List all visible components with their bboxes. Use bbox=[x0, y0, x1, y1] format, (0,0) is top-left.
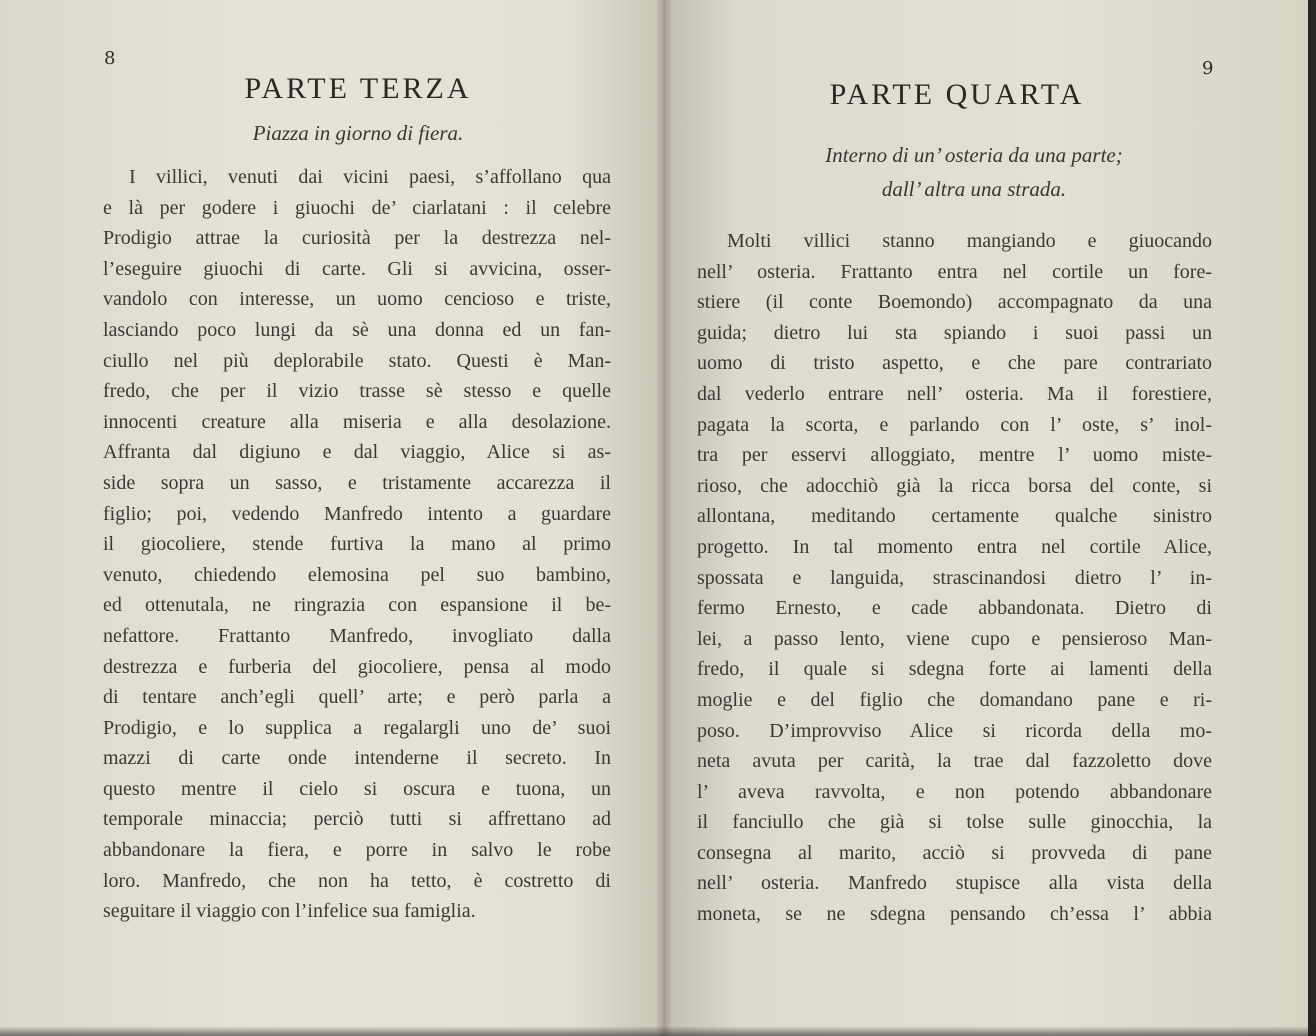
text-line: di tentare anch’egli quell’ arte; e però parla a bbox=[103, 686, 611, 709]
page-bottom-edge bbox=[0, 1026, 1316, 1036]
page-number: 8 bbox=[104, 48, 116, 69]
text-line: guida; dietro lui sta spiando i suoi passi un bbox=[697, 321, 1212, 344]
book-gutter bbox=[656, 0, 672, 1036]
text-line: neta avuta per carità, la trae dal fazzoletto dove bbox=[697, 750, 1212, 773]
text-line: progetto. In tal momento entra nel cortile Alice, bbox=[697, 535, 1212, 558]
text-line: side sopra un sasso, e tristamente accarezza il bbox=[103, 471, 611, 494]
text-line: lasciando poco lungi da sè una donna ed un fan- bbox=[103, 318, 611, 341]
text-line: poso. D’improvviso Alice si ricorda della mo- bbox=[697, 719, 1212, 742]
text-line: fermo Ernesto, e cade abbandonata. Dietro di bbox=[697, 597, 1212, 620]
text-line: Prodigio, e lo supplica a regalargli uno de’ suoi bbox=[103, 716, 611, 739]
text-line: nefattore. Frattanto Manfredo, invogliato dalla bbox=[103, 624, 611, 647]
text-line: allontana, meditando certamente qualche sinistro bbox=[697, 505, 1212, 528]
text-line: I villici, venuti dai vicini paesi, s’affollano qua bbox=[129, 166, 611, 188]
text-line: tra per esservi alloggiato, mentre l’ uomo miste- bbox=[697, 444, 1212, 467]
text-line: ed ottenutala, ne ringrazia con espansione il be- bbox=[103, 594, 611, 617]
text-line: seguitare il viaggio con l’infelice sua famiglia. bbox=[103, 900, 476, 923]
text-line: Molti villici stanno mangiando e giuocando bbox=[727, 230, 1212, 252]
text-line: spossata e languida, strascinandosi dietro l’ in- bbox=[697, 566, 1212, 589]
text-line: uomo di tristo aspetto, e che pare contrariato bbox=[697, 352, 1212, 375]
text-line: destrezza e furberia del giocoliere, pensa al modo bbox=[103, 655, 611, 678]
subtitle-line: Interno di un’ osteria da una parte; bbox=[825, 143, 1123, 167]
text-line: il fanciullo che già si tolse sulle ginocchia, la bbox=[697, 811, 1212, 834]
text-line: pagata la scorta, e parlando con l’ oste, s’ inol- bbox=[697, 413, 1212, 436]
body-paragraph bbox=[103, 162, 611, 927]
text-line: questo mentre il cielo si oscura e tuona, un bbox=[103, 777, 611, 800]
section-title: PARTE QUARTA bbox=[829, 78, 1085, 111]
text-line: Affranta dal digiuno e dal viaggio, Alice si as- bbox=[103, 441, 611, 464]
text-line: nell’ osteria. Frattanto entra nel cortile un fore- bbox=[697, 260, 1212, 283]
section-subtitle: Piazza in giorno di fiera. bbox=[252, 121, 464, 145]
text-line: rioso, che adocchiò già la ricca borsa del conte, si bbox=[697, 474, 1212, 497]
text-line: innocenti creature alla miseria e alla desolazione. bbox=[103, 410, 611, 433]
text-line: moneta, se ne sdegna pensando ch’essa l’ abbia bbox=[697, 903, 1212, 926]
text-line: stiere (il conte Boemondo) accompagnato da una bbox=[697, 291, 1212, 314]
text-line: abbandonare la fiera, e porre in salvo le robe bbox=[103, 839, 611, 862]
text-line: dal vederlo entrare nell’ osteria. Ma il forestiere, bbox=[697, 382, 1212, 405]
text-line: ciullo nel più deplorabile stato. Questi è Man- bbox=[103, 349, 611, 372]
text-line: vandolo con interesse, un uomo cencioso e triste, bbox=[103, 288, 611, 311]
text-line: fredo, che per il vizio trasse sè stesso e quelle bbox=[103, 380, 611, 403]
text-line: figlio; poi, vedendo Manfredo intento a guardare bbox=[103, 502, 611, 525]
section-title: PARTE TERZA bbox=[244, 72, 472, 105]
text-line: temporale minaccia; perciò tutti si affrettano ad bbox=[103, 808, 611, 831]
page-number: 9 bbox=[1202, 58, 1214, 79]
text-line: loro. Manfredo, che non ha tetto, è costretto di bbox=[103, 869, 611, 892]
text-line: il giocoliere, stende furtiva la mano al primo bbox=[103, 533, 611, 556]
text-line: fredo, il quale si sdegna forte ai lamenti della bbox=[697, 658, 1212, 681]
text-line: mazzi di carte onde intenderne il secreto. In bbox=[103, 747, 611, 770]
text-line: Prodigio attrae la curiosità per la destrezza nel- bbox=[103, 227, 611, 250]
text-line: consegna al marito, acciò si provveda di pane bbox=[697, 841, 1212, 864]
text-line: nell’ osteria. Manfredo stupisce alla vista della bbox=[697, 872, 1212, 895]
body-paragraph bbox=[697, 226, 1212, 930]
right-page bbox=[664, 0, 1308, 1036]
subtitle-line: dall’ altra una strada. bbox=[881, 177, 1067, 201]
text-line: l’eseguire giuochi di carte. Gli si avvicina, osser- bbox=[103, 257, 611, 280]
text-line: moglie e del figlio che domandano pane e ri- bbox=[697, 688, 1212, 711]
section-subtitle bbox=[724, 138, 1224, 206]
text-line: l’ aveva ravvolta, e non potendo abbandonare bbox=[697, 780, 1212, 803]
text-line: e là per godere i giuochi de’ ciarlatani : il celebre bbox=[103, 196, 611, 219]
text-line: venuto, chiedendo elemosina pel suo bambino, bbox=[103, 563, 611, 586]
text-line: lei, a passo lento, viene cupo e pensieroso Man- bbox=[697, 627, 1212, 650]
